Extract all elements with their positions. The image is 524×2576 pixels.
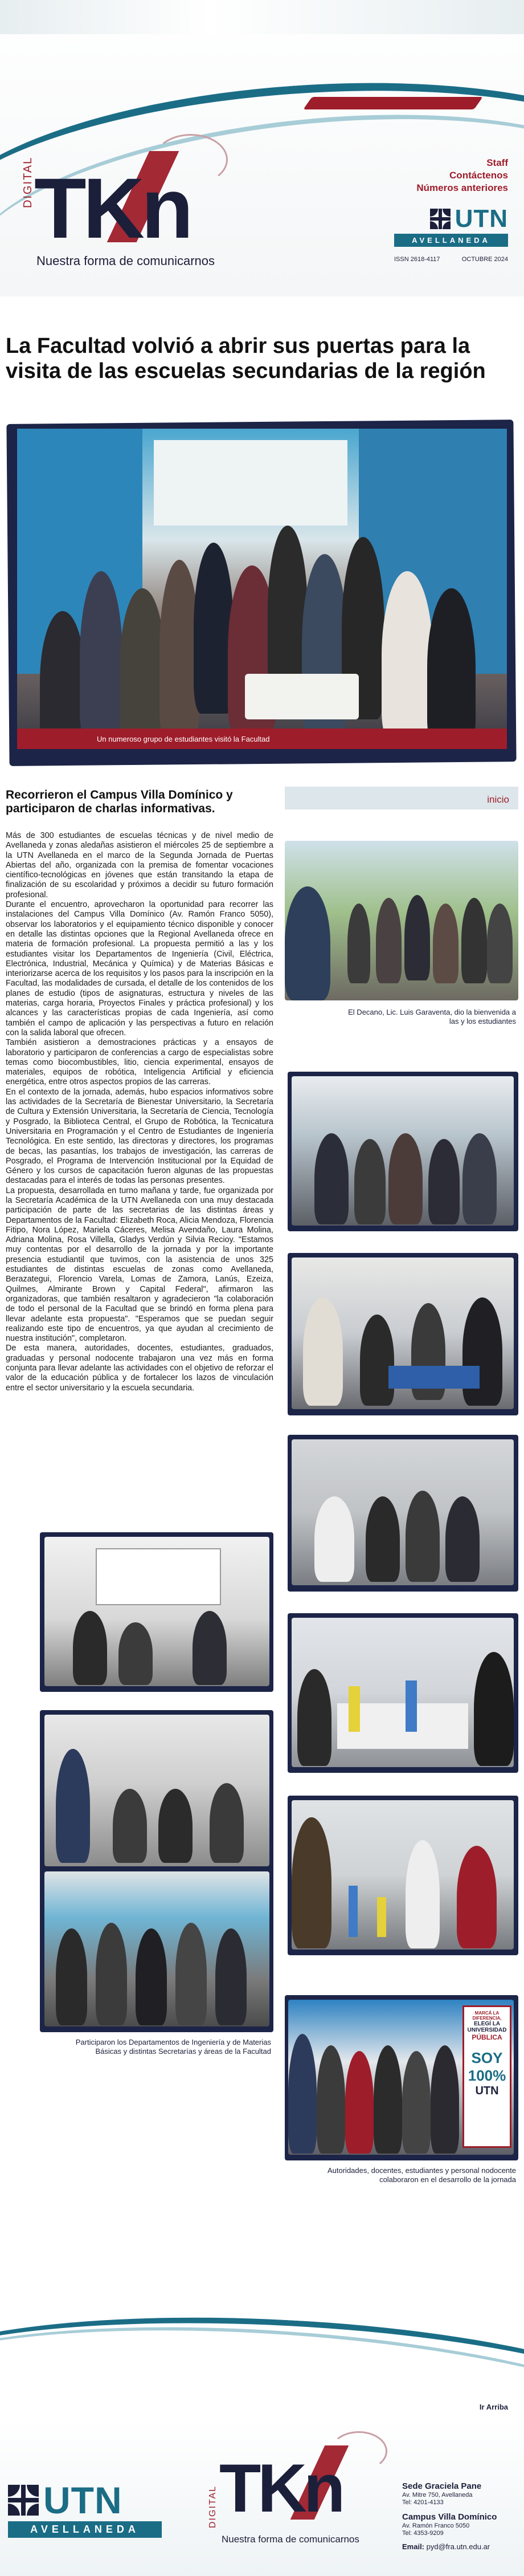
sede2-title: Campus Villa Domínico: [402, 2512, 497, 2522]
sede1-phone: Tel: 4201-4133: [402, 2499, 444, 2506]
sede1-address: Av. Mitre 750, Avellaneda: [402, 2492, 473, 2498]
sede2-address: Av. Ramón Franco 5050: [402, 2522, 470, 2529]
banner-line: UTN: [475, 2085, 499, 2097]
photo-lab-5: [292, 1800, 514, 1950]
banner-line: UNIVERSIDAD: [467, 2027, 507, 2033]
photo-lab-4: [292, 1618, 514, 1767]
inicio-link[interactable]: inicio: [487, 794, 509, 805]
paragraph: También asistieron a demostraciones prácticas y a ensayos de laboratorio y participaron de conferencias a cargo de especialistas sobre temas como biocombustibles, litio, ciencia experimental, ensayos de materiales, equipos de robótica, Inteligencia Artificial y eficiencia energética, entre otros aspectos propios de las carreras.: [6, 1038, 273, 1087]
header: [0, 0, 524, 296]
paragraph: Más de 300 estudiantes de escuelas técnicas y de nivel medio de Avellaneda y zonas aledañas asistieron el miércoles 25 de septiembre a la UTN Avellaneda en el marco de la Segunda Jornada de Puertas Abiertas del año, organizada con la premisa de fomentar vocaciones científico-tecnológicas en jóvenes que están transitando la etapa de finalización de su escolaridad y próximos a decidir su futuro formación profesional.: [6, 831, 273, 900]
header-nav: [416, 157, 508, 194]
banner-line: SOY: [471, 2049, 503, 2066]
banner-line: MARCÁ LA DIFERENCIA,: [472, 2011, 502, 2021]
paragraph: En el contexto de la jornada, además, hubo espacios informativos sobre las actividades de la Secretaría de Bienestar Universitario, la Secretaría de Cultura y Extensión Universitaria, la Secretaría de Ciencia, Tecnología y Posgrado, la Biblioteca Central, el Grupo de Robótica, la Tecnicatura Universitaria en Programación y el Centro de Estudiantes de Ingeniería Tecnológica. En este sentido, las directoras y directores, los programas de becas, las pasantías, los trabajos de investigación, las carreras de Posgrado, el Programa de Intervención Institucional por la Equidad de Género y los cursos de capacitación fueron algunas de las propuestas destacadas para el interés de todas las personas presentes.: [6, 1087, 273, 1186]
paragraph: La propuesta, desarrollada en turno mañana y tarde, fue organizada por la Secretaría Académica de la UTN Avellaneda con una muy destacada participación de parte de las secretarias de las distintas áreas y Departamentos de la Facultad: Elizabeth Roca, Alicia Mendoza, Florencia Fitipo, Nora López, Mariela Cáceres, Melisa Avendaño, Laura Molina, Adriana Molina, Rosa Villella, Gladys Verdún y Silvia Recioy. "Estamos muy contentas por el desarrollo de la jornada y por la importante presencia estudiantil que tuvimos, con la asistencia de unos 325 estudiantes de distintas escuelas de zonas como Avellaneda, Berazategui, Florencio Varela, Lomas de Zamora, Lanús, Ezeiza, Quilmes, Almirante Brown y Capital Federal", afirmaron las organizadoras, que también resaltaron y agradecieron "la colaboración de todo el personal de la Facultad que se brindó en forma plena para llevar adelante esta propuesta". "Esperamos que se puedan seguir realizando este tipo de encuentros, ya que ayudan al crecimiento de nuestra institución", completaron.: [6, 1186, 273, 1344]
paragraph: De esta manera, autoridades, docentes, estudiantes, graduados, graduadas y personal nodocente trabajaron una vez más en forma conjunta para llevar adelante las actividades con el objetivo de reforzar el valor de la educación pública y de fortalecer los lazos de vinculación entre el sector universitario y la escuela secundaria.: [6, 1344, 273, 1393]
photo-dean: [285, 841, 518, 1000]
footer: [0, 2420, 524, 2576]
utn-logo[interactable]: [394, 206, 508, 263]
banner-line: PÚBLICA: [472, 2033, 502, 2041]
header-band: [0, 0, 524, 34]
photo-classroom-2: [44, 1715, 269, 1866]
logo-digital: DIGITAL: [208, 2485, 218, 2528]
hero-photo: [17, 429, 507, 745]
logo-title: TKn: [219, 2450, 342, 2526]
email-label: Email:: [402, 2542, 425, 2551]
caption-group: Autoridades, docentes, estudiantes y personal nodocente colaboraron en el desarrollo de la jornada: [327, 2166, 516, 2184]
logo-tagline: Nuestra forma de comunicarnos: [36, 254, 215, 268]
article-subtitle: Recorrieron el Campus Villa Domínico y participaron de charlas informativas.: [6, 788, 233, 815]
footer-tkn-logo[interactable]: [208, 2431, 379, 2557]
logo-digital: DIGITAL: [22, 156, 34, 208]
issn: ISSN 2618-4117: [394, 256, 440, 263]
nav-numeros-anteriores[interactable]: Números anteriores: [416, 182, 508, 193]
photo-hall: [44, 1871, 269, 2026]
caption-departments: Participaron los Departamentos de Ingeniería y de Materias Básicas y distintas Secretarías y áreas de la Facultad: [75, 2038, 271, 2056]
nav-contactenos[interactable]: Contáctenos: [449, 170, 508, 181]
footer-utn-logo[interactable]: [8, 2481, 162, 2538]
footer-contact: [402, 2481, 516, 2550]
utn-mark-icon: [430, 209, 451, 229]
nav-staff[interactable]: Staff: [486, 157, 508, 168]
footer-curves: [0, 2309, 524, 2383]
inicio-bar: [285, 787, 518, 809]
logo-tagline: Nuestra forma de comunicarnos: [222, 2534, 359, 2545]
header-red-stripe: [303, 97, 482, 109]
photo-classroom-1: [44, 1537, 269, 1686]
utn-word: UTN: [43, 2479, 122, 2521]
email-link[interactable]: pyd@fra.utn.edu.ar: [426, 2542, 490, 2551]
utn-subtitle: AVELLANEDA: [8, 2521, 162, 2538]
utn-subtitle: AVELLANEDA: [394, 234, 508, 247]
article-title: La Facultad volvió a abrir sus puertas para la visita de las escuelas secundarias de la región: [6, 334, 486, 383]
paragraph: Durante el encuentro, aprovecharon la oportunidad para recorrer las instalaciones del Campus Villa Domínico (Av. Ramón Franco 5050), observar los laboratorios y el equipamiento técnico disponible y conocer en detalle las distintas opciones que la Regional Avellaneda ofrece en materia de formación profesional. La propuesta permitió a las y los estudiantes visitar los Departamentos de Ingeniería (Civil, Eléctrica, Electrónica, Industrial, Mecánica y Química) y de Materias Básicas e interiorizarse acerca de los requisitos y los pasos para la inscripción en la Facultad, las modalidades de cursada, el detalle de los contenidos de los planes de estudio (tipos de asignaturas, estructura y niveles de las materias, carga horaria, Proyectos Finales y práctica profesional) y los alcances y las características propias de cada Ingeniería, así como también el campo de aplicación y las perspectivas a futuro en relación con la salida laboral que ofrecen.: [6, 900, 273, 1037]
sede2-phone: Tel: 4353-9209: [402, 2530, 444, 2537]
sede1-title: Sede Graciela Pane: [402, 2481, 482, 2491]
ir-arriba-link[interactable]: Ir Arriba: [479, 2403, 508, 2411]
banner-line: 100%: [468, 2067, 506, 2084]
banner-line: ELEGÍ LA: [473, 2021, 501, 2027]
promo-banner: [462, 2005, 511, 2148]
article-body: [6, 831, 273, 1393]
utn-word: UTN: [455, 205, 508, 233]
photo-group: [288, 2000, 514, 2155]
tkn-logo[interactable]: [11, 134, 262, 271]
logo-title: TKn: [34, 160, 190, 256]
photo-lab-2: [292, 1258, 514, 1409]
caption-dean: El Decano, Lic. Luis Garaventa, dio la bienvenida a las y los estudiantes: [348, 1008, 516, 1025]
utn-mark-icon: [8, 2485, 39, 2516]
photo-lab-1: [292, 1076, 514, 1226]
issue-date: OCTUBRE 2024: [461, 256, 508, 263]
hero-caption: Un numeroso grupo de estudiantes visitó la Facultad: [97, 735, 270, 743]
photo-lab-3: [292, 1439, 514, 1585]
